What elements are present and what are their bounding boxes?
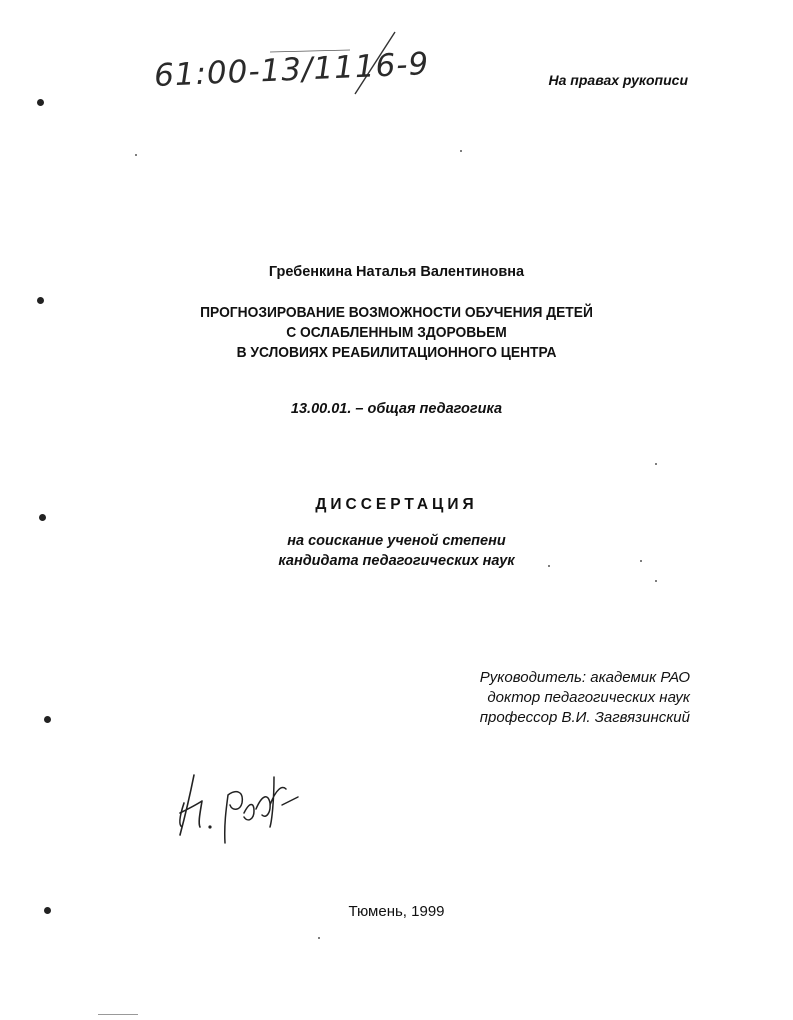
supervisor-info <box>420 668 690 728</box>
margin-mark-1 <box>37 99 44 106</box>
signature-strokes <box>170 765 320 855</box>
scan-speck <box>318 937 320 939</box>
signature <box>170 765 320 855</box>
margin-mark-4 <box>44 716 51 723</box>
degree-line-1: на соискание ученой степени <box>287 533 506 549</box>
degree-info <box>0 531 793 571</box>
title-line-3: В УСЛОВИЯХ РЕАБИЛИТАЦИОННОГО ЦЕНТРА <box>236 344 557 361</box>
supervisor-line-3: профессор В.И. Загвязинский <box>479 709 690 726</box>
margin-mark-3 <box>39 514 46 521</box>
archive-number <box>150 22 540 97</box>
specialty: 13.00.01. – общая педагогика <box>290 401 503 417</box>
rights-note: На правах рукописи <box>548 72 688 88</box>
scan-artifact <box>98 1014 138 1015</box>
scan-speck <box>655 463 657 465</box>
scan-speck <box>135 154 137 156</box>
scan-speck <box>655 580 657 582</box>
title-line-2: С ОСЛАБЛЕННЫМ ЗДОРОВЬЕМ <box>286 324 507 341</box>
title-line-1: ПРОГНОЗИРОВАНИЕ ВОЗМОЖНОСТИ ОБУЧЕНИЯ ДЕТЕЙ <box>200 304 593 321</box>
dissertation-title <box>32 303 762 363</box>
city-year: Тюмень, 1999 <box>348 903 445 920</box>
author-name: Гребенкина Наталья Валентиновна <box>268 264 525 280</box>
supervisor-line-2: доктор педагогических наук <box>487 689 690 706</box>
degree-line-2: кандидата педагогических наук <box>278 553 515 569</box>
document-type: ДИССЕРТАЦИЯ <box>315 496 478 513</box>
scan-speck <box>460 150 462 152</box>
archive-number-text: 61:00-13/1116-9 <box>153 46 430 94</box>
supervisor-line-1: Руководитель: академик РАО <box>479 669 690 686</box>
